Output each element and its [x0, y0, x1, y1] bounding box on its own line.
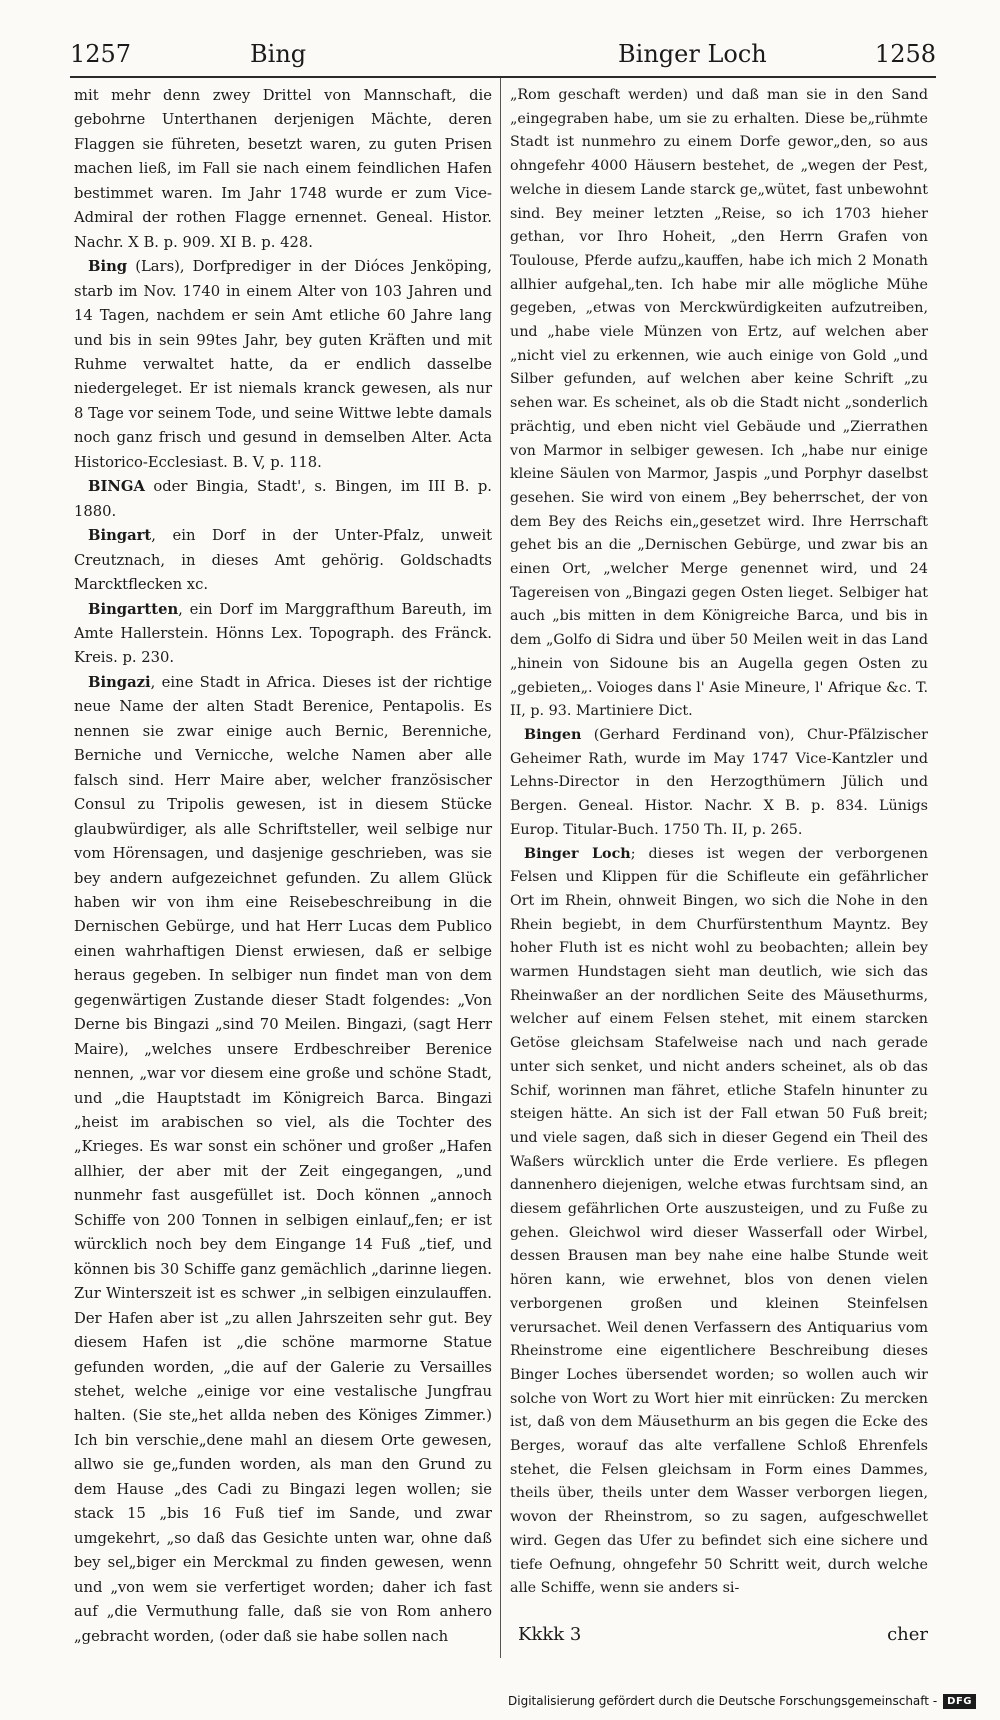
signature-mark: Kkkk 3: [518, 1624, 582, 1645]
entry-text: mit mehr denn zwey Drittel von Mannschaft, die gebohrne Unterthanen derjenigen Mächte, deren Flaggen sie führeten, besetzt waren, zu guten Prisen machen ließ, im Fall sie nach einem feindlichen Hafen bestimmet waren. Im Jahr 1748 wurde er zum Vice-Admiral der rothen Flagge ernennet. Geneal. Histor. Nachr. X B. p. 909. XI B. p. 428.: [74, 87, 492, 251]
dictionary-entry: [510, 843, 928, 1602]
entry-continuation: [74, 84, 492, 255]
entry-lemma: Bingazi: [88, 673, 151, 691]
entry-lemma: Bingen: [524, 726, 582, 743]
column-divider: [500, 78, 501, 1658]
dictionary-entry: [74, 475, 492, 524]
entry-lemma: Bingartten: [88, 600, 179, 618]
entry-text: oder Bingia, Stadt', s. Bingen, im III B. p. 1880.: [74, 478, 492, 520]
entry-text: , ein Dorf in der Unter-Pfalz, unweit Creutznach, in dieses Amt gehörig. Goldschadts Marcktflecken xc.: [74, 527, 492, 594]
dictionary-entry: [74, 598, 492, 671]
catchword: cher: [887, 1624, 928, 1645]
dfg-logo: DFG: [943, 1694, 976, 1709]
entry-continuation: [510, 84, 928, 724]
left-running-headword: Bing: [250, 40, 307, 68]
entry-text: , ein Dorf im Marggrafthum Bareuth, im Amte Hallerstein. Hönns Lex. Topograph. des Fränck. Kreis. p. 230.: [74, 600, 492, 667]
entry-text: „Rom geschaft werden) und daß man sie in den Sand „eingegraben habe, um sie zu erhalten. Diese be„rühmte Stadt ist nunmehro zu einem Dorfe gewor„den, so aus ohngefehr 4000 Häusern bestehet, de „wegen der Pest, welche in diesem Lande starck ge„wütet, fast unbewohnt sind. Bey meiner letzten „Reise, so ich 1703 hieher gethan, vor Ihro Hoheit, „den Herrn Grafen von Toulouse, Pferde aufzu„kauffen, habe ich mich 2 Monath allhier aufgehal„ten. Ich habe mir alle mögliche Mühe gegeben, „etwas von Merckwürdigkeiten aufzutreiben, und „habe viele Münzen von Ertz, auf welchen aber „nicht viel zu erkennen, wie auch einige von Gold „und Silber gefunden, auf welchen aber keine Schrift „zu sehen war. Es scheinet, als ob die Stadt nicht „sonderlich prächtig, und eben nicht viel Gebäude und „Zierrathen von Marmor in selbiger gewesen. Ich „habe nur einige kleine Säulen von Marmor, Jaspis „und Porphyr daselbst gesehen. Sie wird von einem „Bey beherrschet, der von dem Bey des Reichs ein„gesetzet wird. Ihre Herrschaft gehet bis an die „Dernischen Gebürge, und zwar bis an einen Ort, „welcher Merge genennet wird, und 24 Tagereisen von „Bingazi gegen Osten lieget. Selbiger hat auch „bis mitten in dem Königreiche Barca, und bis in dem „Golfo di Sidra und über 50 Meilen weit in das Land „hinein von Sidoune bis an Augella gegen Osten zu „gebieten„. Voioges dans l' Asie Mineure, l' Afrique &c. T. II, p. 93. Martiniere Dict.: [510, 87, 928, 720]
digitization-footer: [508, 1690, 976, 1712]
entry-text: ; dieses ist wegen der verborgenen Felsen und Klippen für die Schifleute ein gefährlicher Ort im Rhein, ohnweit Bingen, wo sich die Nohe in den Rhein begiebt, in dem Churfürstenthum Mayntz. Bey hoher Fluth ist es nicht wohl zu beobachten; allein bey warmen Hundstagen sieht man deutlich, wie sich das Rheinwaßer an der nordlichen Seite des Mäusethurms, welcher auf einem Felsen stehet, mit einem starcken Getöse gleichsam Stafelweise nach und nach gerade unter sich senket, und nicht anders scheinet, als ob das Schif, worinnen man fähret, etliche Stafeln hinunter zu steigen hätte. An sich ist der Fall etwan 50 Fuß breit; und viele sagen, daß sich in dieser Gegend ein Theil des Waßers würcklich unter die Erde verliere. Es pflegen dannenhero diejenigen, welche etwas furchtsam sind, an diesem gefährlichen Orte auszusteigen, und zu Fuße zu gehen. Gleichwol wird dieser Wasserfall oder Wirbel, dessen Brausen man bey nahe eine halbe Stunde weit hören kann, wie erwehnet, blos von denen vielen verborgenen großen und kleinen Steinfelsen verursachet. Weil denen Verfassern des Antiquarius vom Rheinstrome eine eigentlichere Beschreibung dieses Binger Loches übersendet worden; so wollen auch wir solche von Wort zu Wort hier mit einrücken: Zu mercken ist, daß von dem Mäusethurm an bis gegen die Ecke des Berges, worauf das alte verfallene Schloß Ehrenfels stehet, die Felsen gleichsam in Form eines Dammes, theils über, theils unter dem Wasser verborgen liegen, wovon der Rheinstrom, so zu sagen, aufgeschwellet wird. Gegen das Ufer zu befindet sich eine sichere und tiefe Oefnung, ohngefehr 50 Schritt weit, durch welche alle Schiffe, wenn sie anders si-: [510, 845, 929, 1597]
entry-lemma: Binger Loch: [524, 845, 631, 862]
entry-lemma: BINGA: [88, 478, 145, 496]
entry-lemma: Bing: [88, 258, 128, 276]
footer-credit: Digitalisierung gefördert durch die Deutsche Forschungsgemeinschaft -: [508, 1694, 938, 1708]
header-rule: [70, 76, 936, 78]
entry-text: , eine Stadt in Africa. Dieses ist der richtige neue Name der alten Stadt Berenice, Pentapolis. Es nennen sie zwar einige auch Bernic, Berenniche, Berniche und Vernicche, welche Namen aber alle falsch sind. Herr Maire aber, welcher französischer Consul zu Tripolis gewesen, ist in diesem Stücke glaubwürdiger, als alle Schriftsteller, weil selbige nur vom Hörensagen, und dasjenige geschrieben, was sie bey andern aufgezeichnet gefunden. Zu allem Glück haben wir von ihm eine Reisebeschreibung in die Dernischen Gebürge, und hat Herr Lucas dem Publico einen wahrhaftigen Dienst erwiesen, daß er selbige heraus gegeben. In selbiger nun findet man von dem gegenwärtigen Zustande dieser Stadt folgendes: „Von Derne bis Bingazi „sind 70 Meilen. Bingazi, (sagt Herr Maire), „welches unsere Erdbeschreiber Berenice nennen, „war vor diesem eine große und schöne Stadt, und „die Hauptstadt im Königreich Barca. Bingazi „heist im arabischen so viel, als die Tochter des „Krieges. Es war sonst ein schöner und großer „Hafen allhier, der aber mit der Zeit eingegangen, „und nunmehr fast ausgefüllet ist. Doch können „annoch Schiffe von 200 Tonnen in selbigen einlauf„fen; er ist würcklich noch bey dem Eingange 14 Fuß „tief, und können bis 30 Schiffe ganz gemächlich „darinne liegen. Zur Winterszeit ist es schwer „in selbigen einzulauffen. Der Hafen aber ist „zu allen Jahrszeiten sehr gut. Bey diesem Hafen ist „die schöne marmorne Statue gefunden worden, „die auf der Galerie zu Versailles stehet, welche „einige vor eine vestalische Jungfrau halten. (Sie ste„het allda neben des Königes Zimmer.) Ich bin verschie„dene mahl an diesem Orte gewesen, allwo sie ge„funden worden, als man den Grund zu dem Hause „des Cadi zu Bingazi legen wollen; sie stack 15 „bis 16 Fuß tief im Sande, und zwar umgekehrt, „so daß das Gesichte unten war, ohne daß bey sel„biger ein Merckmal zu finden gewesen, wenn und „von wem sie verfertiget worden; daher ich fast auf „die Vermuthung falle, daß sie von Rom anhero „gebracht worden, (oder daß sie habe sollen nach: [74, 673, 492, 1645]
right-page-number: 1258: [874, 40, 936, 68]
left-column: [74, 84, 492, 1649]
entry-text: (Lars), Dorfprediger in der Dióces Jenköping, starb im Nov. 1740 in einem Alter von 103 Jahren und 14 Tagen, nachdem er sein Amt etliche 60 Jahre lang und bis in sein 99tes Jahr, bey guten Kräften und mit Ruhme verwaltet hatte, da er endlich dasselbe niedergeleget. Er ist niemals kranck gewesen, als nur 8 Tage vor seinem Tode, und seine Wittwe lebte damals noch ganz frisch und gesund in demselben Alter. Acta Historico-Ecclesiast. B. V, p. 118.: [74, 258, 492, 471]
running-header: [70, 36, 936, 76]
dictionary-entry: [74, 255, 492, 475]
right-running-headword: Binger Loch: [618, 40, 767, 68]
left-page-number: 1257: [70, 40, 132, 68]
catchline: [510, 1624, 928, 1654]
dictionary-entry: [74, 671, 492, 1649]
dictionary-entry: [510, 724, 928, 843]
dictionary-entry: [74, 524, 492, 597]
entry-lemma: Bingart: [88, 527, 152, 545]
right-column: [510, 84, 928, 1601]
entry-text: (Gerhard Ferdinand von), Chur-Pfälzischer Geheimer Rath, wurde im May 1747 Vice-Kantzler und Lehns-Director in den Herzogthümern Jülich und Bergen. Geneal. Histor. Nachr. X B. p. 834. Lünigs Europ. Titular-Buch. 1750 Th. II, p. 265.: [510, 726, 928, 838]
